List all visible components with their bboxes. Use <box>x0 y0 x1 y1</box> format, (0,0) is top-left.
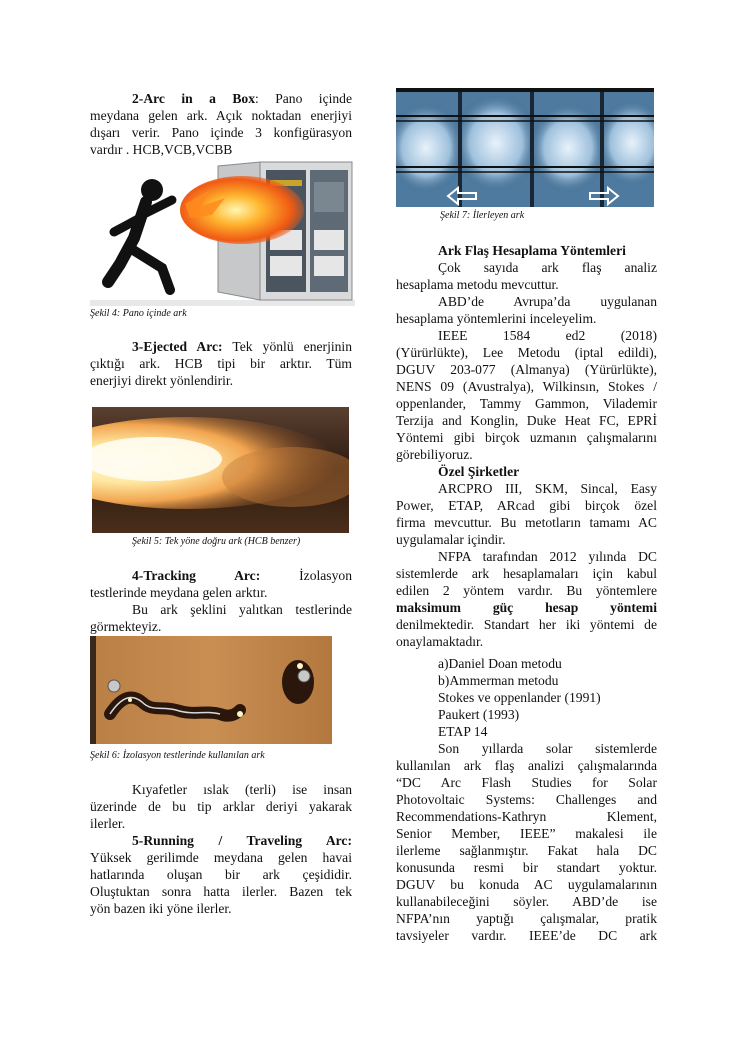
nfpa-line1: NFPA tarafından 2012 yılında DC <box>438 549 657 564</box>
solar-line11: NFPA’nın yaptığı çalışmalar, pratik <box>396 911 657 926</box>
ejected-line1: 3-Ejected Arc: Tek yönlü enerjinin <box>132 339 352 354</box>
nfpa-line5: denilmektedir. Standart her iki yöntemi de <box>396 617 657 632</box>
tracking-line1: 4-Tracking Arc: İzolasyon <box>132 568 352 583</box>
companies-line2: Power, ETAP, ARcad gibi birçok özel <box>396 498 657 513</box>
methods-p1-line2: hesaplama metodu mevcuttur. <box>396 277 559 292</box>
list-item: ETAP 14 <box>438 724 488 739</box>
solar-line3: “DC Arc Flash Studies for Solar <box>396 775 657 790</box>
clothing-line1: Kıyafetler ıslak (terli) ise insan <box>132 782 352 797</box>
methods-p3-line6: Terzija and Konglin, Duke Heat FC, EPRİ <box>396 413 657 428</box>
tracking-line3: Bu ark şeklini yalıtkan testlerinde <box>132 602 352 617</box>
figure-7-traveling-arc <box>396 88 654 207</box>
nfpa-line4-bold: maksimum güç hesap yöntemi <box>396 600 657 615</box>
solar-line7: ilerleme sağlanmıştır. Fakat hala DC <box>396 843 657 858</box>
list-item: Stokes ve oppenlander (1991) <box>438 690 601 705</box>
running-line3: hatlarında oluşan bir ark çeşididir. <box>90 867 352 882</box>
list-item: a)Daniel Doan metodu <box>438 656 562 671</box>
figure-7-caption: Şekil 7: İlerleyen ark <box>440 210 525 221</box>
tracking-line4: görmekteyiz. <box>90 619 162 634</box>
tracking-arc-photo <box>90 636 332 744</box>
companies-line1: ARCPRO III, SKM, Sincal, Easy <box>438 481 657 496</box>
ejected-line2: çıktığı ark. HCB tipi bir arktır. Tüm <box>90 356 352 371</box>
methods-p3-line3: DGUV 203-077 (Almanya) (Yürürlükte), <box>396 362 657 377</box>
list-item: Paukert (1993) <box>438 707 520 722</box>
solar-line5: Recommendations-Kathryn Klement, <box>396 809 657 824</box>
running-line2: Yüksek gerilimde meydana gelen havai <box>90 850 352 865</box>
list-item: b)Ammerman metodu <box>438 673 559 688</box>
solar-line8: konusunda resmi bir standart yoktur. <box>396 860 657 875</box>
figure-4-arc-in-box <box>90 160 355 306</box>
arc-in-box-line2: meydana gelen ark. Açık noktadan enerjiyi <box>90 108 352 123</box>
traveling-arc-photo <box>396 88 654 207</box>
methods-p1-line1: Çok sayıda ark flaş analiz <box>438 260 657 275</box>
tracking-line2: testlerinde meydana gelen arktır. <box>90 585 268 600</box>
arc-in-box-line3: dışarı verir. Pano içinde 3 konfigürasyon <box>90 125 352 140</box>
arc-in-box-illustration <box>90 160 355 306</box>
solar-line4: Photovoltaic Systems: Challenges and <box>396 792 657 807</box>
nfpa-line6: onaylamaktadır. <box>396 634 484 649</box>
methods-p3-line2: (Yürürlükte), Lee Metodu (iptal edildi), <box>396 345 657 360</box>
methods-p2-line2: hesaplama yöntemlerini inceleyelim. <box>396 311 597 326</box>
clothing-line2: üzerinde de bu tip arklar deriyi yakarak <box>90 799 352 814</box>
figure-6-tracking-arc <box>90 636 332 744</box>
methods-p3-line4: NENS 09 (Avustralya), Wilkinsın, Stokes / <box>396 379 657 394</box>
methods-heading: Ark Flaş Hesaplama Yöntemleri <box>438 243 626 258</box>
ejected-line3: enerjiyi direkt yönlendirir. <box>90 373 234 388</box>
running-line5: yön bazen iki yöne ilerler. <box>90 901 232 916</box>
methods-p3-line5: oppenlander, Tammy Gammon, Vilademir <box>396 396 657 411</box>
methods-p3-line7: Yöntemi gibi birçok uzmanın çalışmalarını <box>396 430 657 445</box>
methods-p2-line1: ABD’de Avrupa’da uygulanan <box>438 294 657 309</box>
companies-line4: uygulamalar içindir. <box>396 532 506 547</box>
figure-5-ejected-arc <box>92 407 349 533</box>
solar-line9: DGUV bu konuda AC uygulamalarının <box>396 877 657 892</box>
arc-in-box-line1: 2-Arc in a Box: Pano içinde <box>132 91 353 106</box>
nfpa-line3: edilen 2 yöntem vardır. Bu yöntemlere <box>396 583 657 598</box>
clothing-line3: ilerler. <box>90 816 126 831</box>
figure-5-caption: Şekil 5: Tek yöne doğru ark (HCB benzer) <box>132 536 301 547</box>
solar-line2: kullanılan ark flaş analizi çalışmalarında <box>396 758 657 773</box>
solar-line1: Son yıllarda solar sistemlerde <box>438 741 657 756</box>
running-line4: Oluştuktan sonra hatta ilerler. Bazen tek <box>90 884 352 899</box>
solar-line6: Senior Member, IEEE” makalesi ile <box>396 826 657 841</box>
figure-4-caption: Şekil 4: Pano içinde ark <box>90 308 187 319</box>
arc-in-box-line4: vardır . HCB,VCB,VCBB <box>90 142 233 157</box>
running-line1: 5-Running / Traveling Arc: <box>132 833 352 848</box>
solar-line10: kullanabileceğini söyler. ABD’de ise <box>396 894 657 909</box>
figure-6-caption: Şekil 6: İzolasyon testlerinde kullanılan ark <box>90 750 265 761</box>
ejected-arc-photo <box>92 407 349 533</box>
solar-line12: tavsiyeler vardır. IEEE’de DC ark <box>396 928 657 943</box>
nfpa-line2: sistemlerde ark hesaplamaları için kabul <box>396 566 657 581</box>
companies-line3: firma mevcuttur. Bu metotların tamamı AC <box>396 515 657 530</box>
companies-heading: Özel Şirketler <box>438 464 520 479</box>
methods-p3-line1: IEEE 1584 ed2 (2018) <box>438 328 657 343</box>
methods-p3-line8: görebiliyoruz. <box>396 447 473 462</box>
